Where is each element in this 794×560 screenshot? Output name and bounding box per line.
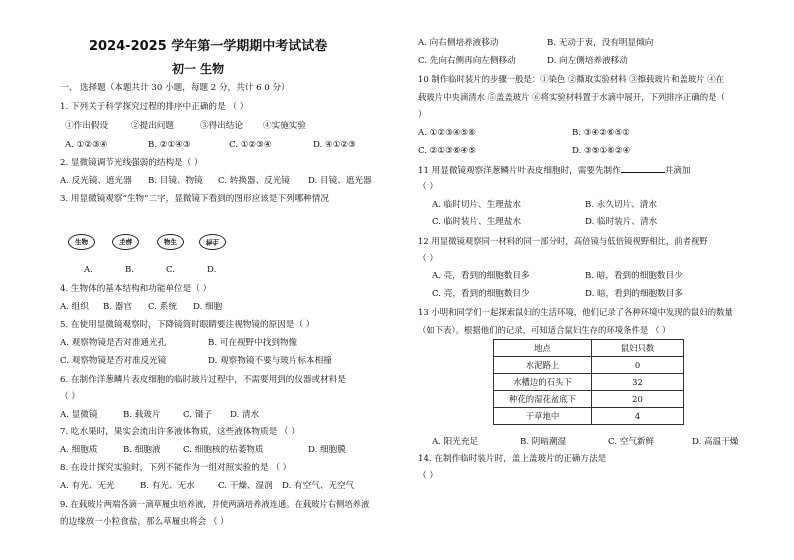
- q12-option: A. 亮，看到的细胞数目多: [432, 271, 530, 281]
- table-cell: 水泥路上: [494, 357, 592, 374]
- table-header-row: [494, 340, 684, 357]
- q9-option: A. 向右侧培养液移动: [418, 38, 499, 48]
- question-11: [418, 163, 691, 177]
- q9-option: D. 向左侧培养液移动: [547, 56, 628, 66]
- table-row: [494, 357, 684, 374]
- question-13-cont: （如下表）。根据他们的记录，可知适合鼠妇生存的环境条件是 （ ）: [418, 325, 671, 335]
- table-cell: 4: [592, 408, 684, 425]
- question-12: 12 用显微镜观察同一材料的同一部分时，高倍镜与低倍镜视野相比，前者视野: [418, 236, 708, 246]
- question-2: 2. 显微镜调节光线强弱的结构是（ ）: [60, 158, 203, 168]
- q11-option: B. 永久切片、清水: [585, 200, 657, 210]
- q7-option: D. 细胞膜: [308, 445, 346, 455]
- q10-option: B. ③④②⑥⑤①: [572, 128, 631, 138]
- exam-subtitle: 初一 生物: [172, 62, 225, 76]
- question-13: 13 小明和同学们一起探索鼠妇的生活环境，他们记录了各种环境中发现的鼠妇的数量: [418, 307, 733, 317]
- q6-option: A. 显微镜: [60, 410, 98, 420]
- q1-answer: C. ①②③④: [229, 140, 272, 150]
- q11-bracket: （ ）: [418, 182, 438, 192]
- q6-option: C. 镊子: [183, 410, 212, 420]
- q1-answer: A. ①②③④: [65, 140, 108, 150]
- q3-figure-d: 物生: [199, 234, 226, 250]
- q2-option: C. 转换器、反光镜: [218, 176, 290, 186]
- q8-option: C. 干燥、湿润: [218, 481, 273, 491]
- q11-blank: [621, 163, 665, 173]
- q8-option: A. 有光、无光: [60, 481, 115, 491]
- q4-option: A. 组织: [60, 302, 89, 312]
- section-heading: 一、 选择题（本题共计 30 小题，每题 2 分，共计 6 0 分）: [60, 83, 290, 93]
- question-8: 8. 在设计探究实验时，下列不能作为一组对照实验的是 （ ）: [60, 463, 292, 473]
- q4-option: B. 器官: [103, 302, 132, 312]
- q14-bracket: （ ）: [418, 471, 438, 481]
- q7-option: C. 细胞核的枯萎物质: [183, 445, 264, 455]
- table-header-cell: 鼠妇只数: [592, 340, 684, 357]
- q12-option: D. 暗，看到的细胞数目多: [585, 289, 683, 299]
- q12-option: B. 暗，看到的细胞数目少: [585, 271, 683, 281]
- q10-option: A. ①②③④⑤⑥: [418, 128, 476, 138]
- q13-option: D. 高温干燥: [692, 437, 739, 447]
- q3-label: D.: [207, 265, 217, 275]
- q11-option: D. 临时装片、清水: [585, 217, 658, 227]
- q4-option: C. 系统: [148, 302, 177, 312]
- q1-option: ③得出结论: [200, 121, 243, 131]
- q7-option: A. 细胞质: [60, 445, 98, 455]
- q11-text-a: 11 用显微镜观察洋葱鳞片叶表皮细胞时，需要先制作: [418, 166, 621, 176]
- q11-option: A. 临时切片、生理盐水: [432, 200, 522, 210]
- q6-bracket: （ ）: [60, 392, 80, 402]
- question-10-cont: 载玻片中央滴清水 ⑤盖盖玻片 ⑥将实验材料置于水滴中展开，下列排序正确的是（: [418, 92, 725, 102]
- q3-figure-a: 生物: [68, 234, 95, 250]
- question-5: 5. 在使用显微镜观察时，下降镜筒时眼睛要注视物镜的原因是（ ）: [60, 320, 315, 330]
- table-row: [494, 374, 684, 391]
- question-14: 14. 在制作临时装片时，盖上盖玻片的正确方法是: [418, 454, 607, 464]
- table-cell: 32: [592, 374, 684, 391]
- q6-option: D. 清水: [230, 410, 260, 420]
- q11-text-b: 并滴加: [664, 166, 691, 176]
- q2-option: B. 目镜、物镜: [148, 176, 203, 186]
- q1-answer: D. ④①②③: [313, 140, 356, 150]
- question-6: 6. 在制作洋葱鳞片表皮细胞的临时玻片过程中，不需要用到的仪器或材料是: [60, 375, 346, 385]
- table-cell: 干草地中: [494, 408, 592, 425]
- q6-option: B. 载玻片: [123, 410, 161, 420]
- table-row: [494, 408, 684, 425]
- q5-option: C. 观察物镜是否对准反光镜: [60, 356, 167, 366]
- q9-option: B. 无动于衷，没有明显倾向: [547, 38, 654, 48]
- table-cell: 20: [592, 391, 684, 408]
- q4-option: D. 细胞: [193, 302, 223, 312]
- q9-option: C. 先向右侧再向左侧移动: [418, 56, 516, 66]
- q13-option: B. 阴暗潮湿: [520, 437, 567, 447]
- q1-option: ②提出问题: [131, 121, 174, 131]
- q12-option: C. 亮，看到的细胞数目少: [432, 289, 530, 299]
- table-row: [494, 391, 684, 408]
- q10-option: C. ②①③⑥④⑤: [418, 146, 476, 156]
- question-9-cont: 的边缘放一小粒食盐，那么草履虫将会 （ ）: [60, 517, 229, 527]
- q1-option: ④实施实验: [263, 121, 306, 131]
- question-4: 4. 生物体的基本结构和功能单位是（ ）: [60, 284, 212, 294]
- table-cell: 水槽边的石头下: [494, 374, 592, 391]
- table-cell: 种花的湿花盆底下: [494, 391, 592, 408]
- q3-label: C.: [166, 265, 176, 275]
- q8-option: D. 有空气、无空气: [282, 481, 355, 491]
- q2-option: A. 反光镜、遮光器: [60, 176, 132, 186]
- q3-figure-b: 物生: [112, 234, 139, 250]
- q7-option: B. 细胞液: [123, 445, 161, 455]
- q5-option: A. 观察物镜是否对准通光孔: [60, 338, 167, 348]
- question-1: 1. 下列关于科学探究过程的排序中正确的是 （ ）: [60, 102, 249, 112]
- q11-option: C. 临时装片、生理盐水: [432, 217, 522, 227]
- q2-option: D. 目镜、遮光器: [308, 176, 372, 186]
- mouse-count-table: [493, 339, 684, 425]
- question-7: 7. 吃水果时，果实会流出许多液体物质，这些液体物质是 （ ）: [60, 427, 300, 437]
- q13-option: A. 阳光充足: [432, 437, 479, 447]
- q3-figure-c: 物生: [157, 234, 184, 250]
- q13-option: C. 空气新鲜: [608, 437, 655, 447]
- question-10: 10 制作临时装片的步骤一般是：①染色 ②撕取实验材料 ③擦载玻片和盖玻片 ④在: [418, 74, 725, 84]
- table-header-cell: 地点: [494, 340, 592, 357]
- q12-bracket: （ ）: [418, 254, 438, 264]
- q3-label: A.: [84, 265, 93, 275]
- q10-option: D. ③⑤①⑥②④: [572, 146, 631, 156]
- q5-option: B. 可在视野中找到物像: [208, 338, 298, 348]
- q3-label: B.: [125, 265, 135, 275]
- exam-title: 2024-2025 学年第一学期期中考试试卷: [89, 39, 328, 54]
- q8-option: B. 有光、无水: [140, 481, 195, 491]
- q1-option: ①作出假设: [65, 121, 108, 131]
- question-9: 9. 在载玻片两端各滴一滴草履虫培养液，并使两滴培养液连通。在载玻片右侧培养液: [60, 499, 370, 509]
- question-3: 3. 用显微镜观察“生物”二字，显微镜下看到的图形应该是下列哪种情况: [60, 194, 329, 204]
- q1-answer: B. ②①④③: [148, 140, 191, 150]
- question-10-bracket: ）: [418, 110, 427, 120]
- q5-option: D. 观察物镜不要与玻片标本相撞: [208, 356, 332, 366]
- table-cell: 0: [592, 357, 684, 374]
